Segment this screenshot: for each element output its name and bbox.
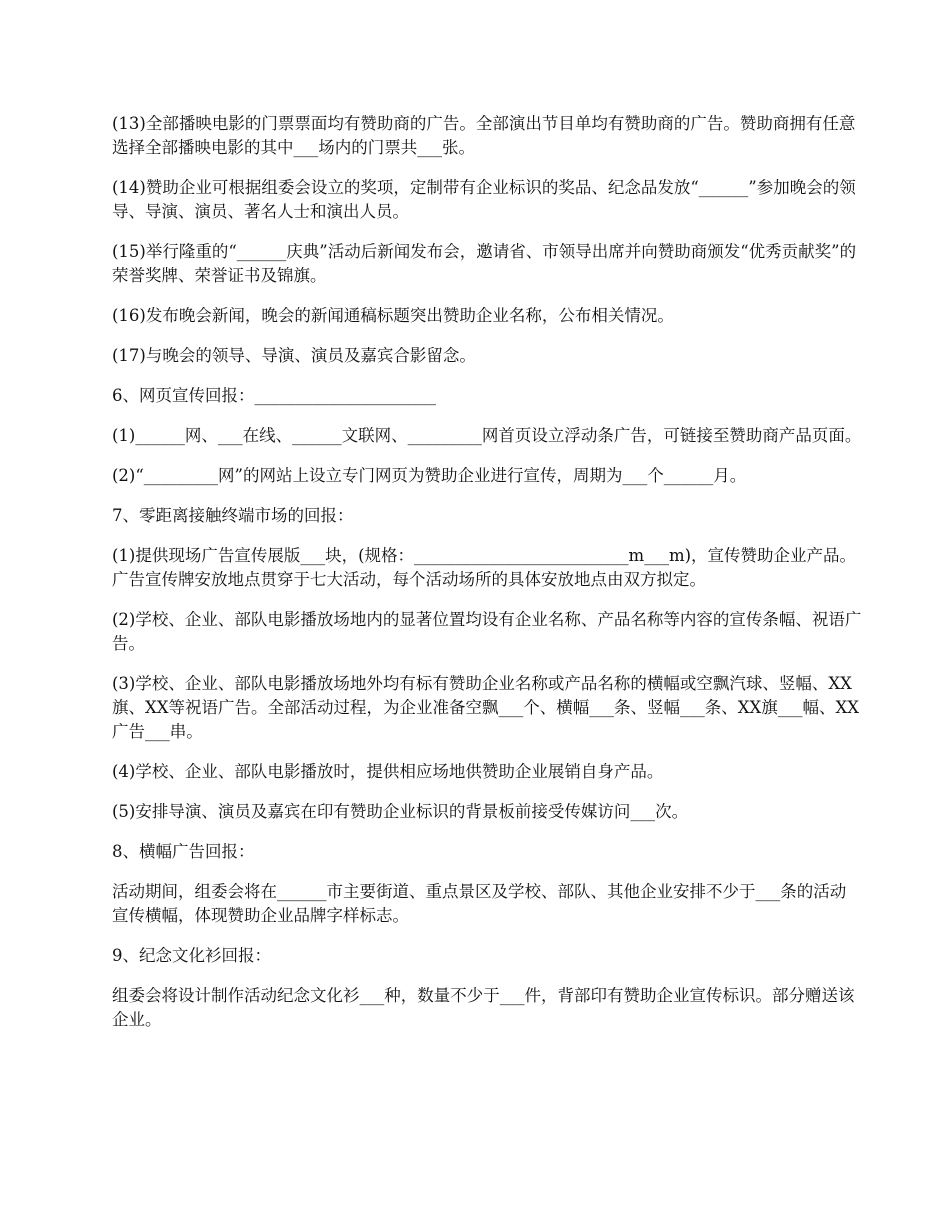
- section-6-item-2: (2)“_________网”的网站上设立专门网页为赞助企业进行宣传，周期为___个______月。: [112, 466, 747, 485]
- section-8-body: 活动期间，组委会将在______市主要街道、重点景区及学校、部队、其他企业安排不少于___条的活动宣传横幅，体现赞助企业品牌字样标志。: [112, 882, 847, 925]
- paragraph-17: (17)与晚会的领导、导演、演员及嘉宾合影留念。: [112, 346, 476, 365]
- section-7-item-5: (5)安排导演、演员及嘉宾在印有赞助企业标识的背景板前接受传媒访问___次。: [112, 802, 689, 821]
- section-7-item-2: (2)学校、企业、部队电影播放场地内的显著位置均设有企业名称、产品名称等内容的宣传条幅、祝语广告。: [112, 610, 862, 653]
- paragraph-15: (15)举行隆重的“______庆典”活动后新闻发布会，邀请省、市领导出席并向赞助商颁发“优秀贡献奖”的荣誉奖牌、荣誉证书及锦旗。: [112, 242, 857, 285]
- section-7-item-3: (3)学校、企业、部队电影播放场地外均有标有赞助企业名称或产品名称的横幅或空飘汽球、竖幅、XX旗、XX等祝语广告。全部活动过程，为企业准备空飘___个、横幅___条、竖幅___条、XX旗___幅、XX广告___串。: [112, 674, 859, 741]
- section-heading-7: 7、零距离接触终端市场的回报：: [112, 506, 354, 525]
- section-heading-6: 6、网页宣传回报：______________________: [112, 386, 436, 405]
- section-6-item-1: (1)______网、___在线、______文联网、_________网首页设立浮动条广告，可链接至赞助商产品页面。: [112, 426, 862, 445]
- section-heading-9: 9、纪念文化衫回报：: [112, 946, 271, 965]
- document-page: [112, 112, 862, 1048]
- paragraph-16: (16)发布晚会新闻，晚会的新闻通稿标题突出赞助企业名称，公布相关情况。: [112, 306, 674, 325]
- paragraph-13: (13)全部播映电影的门票票面均有赞助商的广告。全部演出节目单均有赞助商的广告。赞助商拥有任意选择全部播映电影的其中___场内的门票共___张。: [112, 114, 856, 157]
- paragraph-14: (14)赞助企业可根据组委会设立的奖项，定制带有企业标识的奖品、纪念品发放“______”参加晚会的领导、导演、演员、著名人士和演出人员。: [112, 178, 856, 221]
- section-9-body: 组委会将设计制作活动纪念文化衫___种，数量不少于___件，背部印有赞助企业宣传标识。部分赠送该企业。: [112, 986, 855, 1029]
- section-heading-8: 8、横幅广告回报：: [112, 842, 255, 861]
- section-7-item-1: (1)提供现场广告宣传展版___块，(规格：__________________________m___m)，宣传赞助企业产品。广告宣传牌安放地点贯穿于七大活动，每个活动场所的具体安放地点由双方拟定。: [112, 546, 857, 589]
- section-7-item-4: (4)学校、企业、部队电影播放时，提供相应场地供赞助企业展销自身产品。: [112, 762, 664, 781]
